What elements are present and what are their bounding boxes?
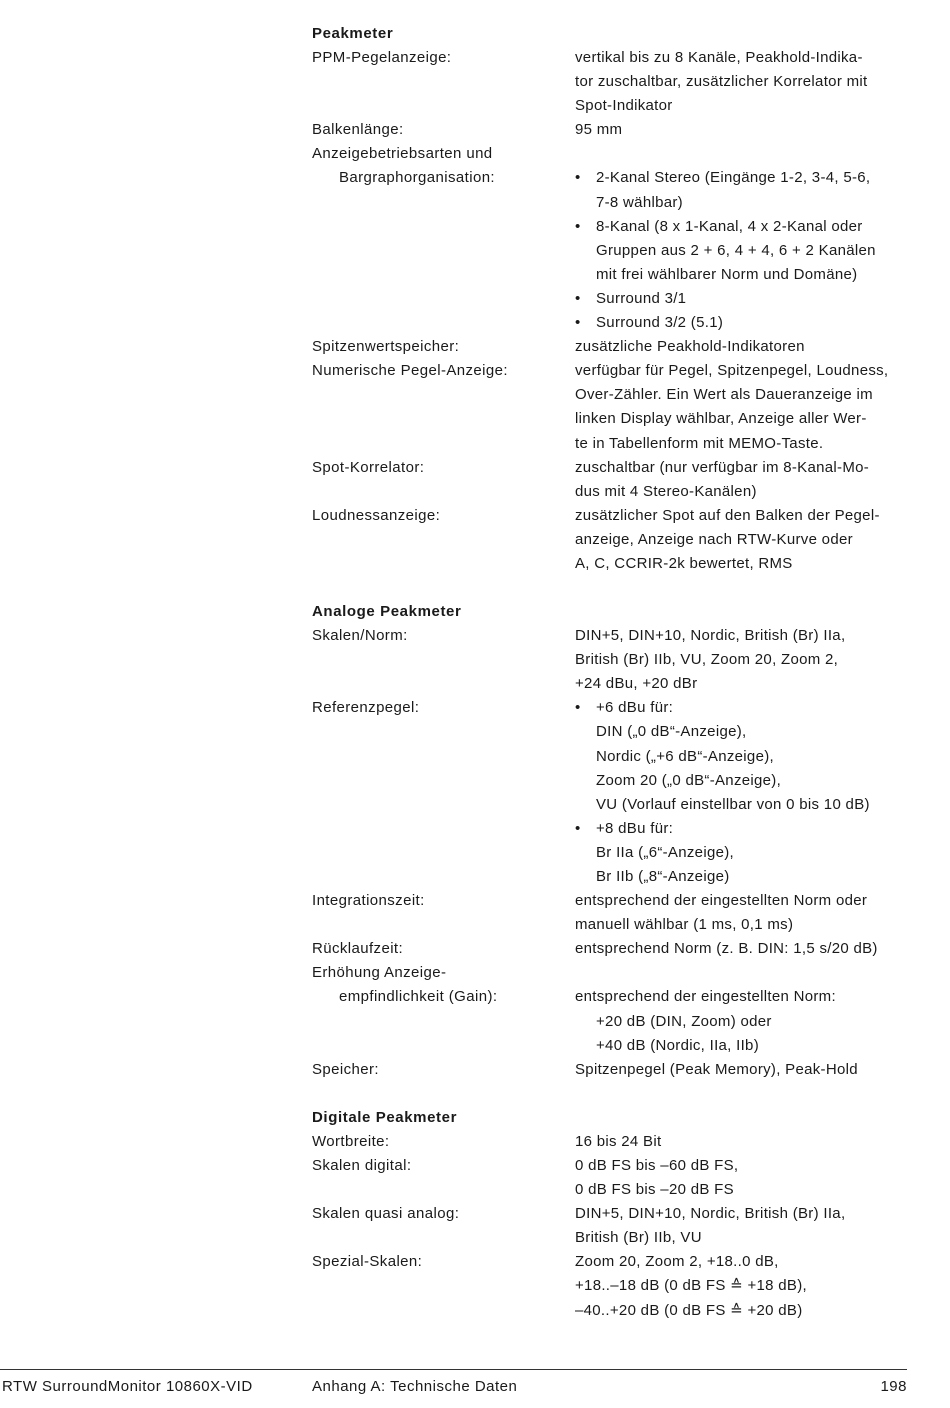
spec-value-line: entsprechend Norm (z. B. DIN: 1,5 s/20 dB) — [575, 940, 878, 958]
spec-row — [312, 624, 912, 696]
spec-label-line: Integrationszeit: — [312, 892, 425, 910]
spec-label — [312, 937, 575, 961]
spec-bullet-item: • 2-Kanal Stereo (Eingänge 1-2, 3-4, 5-6, — [575, 166, 912, 190]
spec-label — [312, 504, 575, 576]
spec-label — [312, 696, 575, 889]
spec-label — [312, 1202, 575, 1250]
spec-value-line: +24 dBu, +20 dBr — [575, 675, 698, 693]
spec-label — [312, 335, 575, 359]
spec-label-line: Skalen/Norm: — [312, 627, 408, 645]
spec-value-line: Spot-Indikator — [575, 97, 673, 115]
spec-value-line: entsprechend der eingestellten Norm: — [575, 988, 836, 1006]
spec-value — [575, 1154, 912, 1202]
spec-value-line: manuell wählbar (1 ms, 0,1 ms) — [575, 916, 794, 934]
spec-label-line: Spitzenwertspeicher: — [312, 338, 460, 356]
spec-value-line: Zoom 20 („0 dB“-Anzeige), — [596, 771, 782, 789]
spec-row — [312, 696, 912, 889]
spec-value — [575, 46, 912, 118]
spec-row — [312, 456, 912, 504]
spec-label — [312, 118, 575, 142]
spec-content — [312, 22, 912, 1323]
spec-value-line: DIN+5, DIN+10, Nordic, British (Br) IIa, — [575, 627, 846, 645]
spec-label-line: Skalen quasi analog: — [312, 1205, 460, 1223]
spec-label-line: Skalen digital: — [312, 1156, 412, 1174]
spec-value-line: British (Br) IIb, VU, Zoom 20, Zoom 2, — [575, 651, 839, 669]
spec-label — [312, 46, 575, 118]
spec-label-line: Wortbreite: — [312, 1132, 390, 1150]
spec-value — [575, 456, 912, 504]
spec-value — [575, 961, 912, 1057]
spec-value-line: zusätzlicher Spot auf den Balken der Pegel- — [575, 506, 880, 524]
spec-section — [312, 22, 912, 576]
spec-label-line: empfindlichkeit (Gain): — [339, 988, 498, 1006]
section-gap — [312, 1082, 912, 1106]
spec-label-line: Referenzpegel: — [312, 699, 420, 717]
spec-row — [312, 1058, 912, 1082]
spec-value-line — [575, 961, 912, 985]
spec-row — [312, 142, 912, 335]
spec-value-line: Zoom 20, Zoom 2, +18..0 dB, — [575, 1253, 779, 1271]
spec-value-line: zuschaltbar (nur verfügbar im 8-Kanal-Mo- — [575, 458, 870, 476]
spec-label-line: Spot-Korrelator: — [312, 458, 425, 476]
spec-row — [312, 1154, 912, 1202]
spec-value — [575, 1130, 912, 1154]
spec-value-line — [575, 142, 912, 166]
spec-value-line: Spitzenpegel (Peak Memory), Peak-Hold — [575, 1060, 858, 1078]
spec-label-line: Erhöhung Anzeige- — [312, 964, 447, 982]
spec-value — [575, 1058, 912, 1082]
spec-value-line: Nordic („+6 dB“-Anzeige), — [596, 747, 774, 765]
spec-value — [575, 359, 912, 455]
spec-section — [312, 600, 912, 1082]
spec-value-line: 7-8 wählbar) — [596, 193, 683, 211]
spec-value-line: 16 bis 24 Bit — [575, 1132, 662, 1150]
spec-row — [312, 1130, 912, 1154]
spec-label — [312, 1058, 575, 1082]
spec-value — [575, 118, 912, 142]
spec-bullet-item: • 8-Kanal (8 x 1-Kanal, 4 x 2-Kanal oder — [575, 215, 912, 239]
spec-section — [312, 1106, 912, 1323]
spec-value-line: VU (Vorlauf einstellbar von 0 bis 10 dB) — [596, 795, 870, 813]
spec-value-line: linken Display wählbar, Anzeige aller Wer- — [575, 410, 867, 428]
spec-label — [312, 624, 575, 696]
spec-value-line: +40 dB (Nordic, IIa, IIb) — [596, 1036, 759, 1054]
spec-bullet-item: • Surround 3/2 (5.1) — [575, 311, 912, 335]
spec-value — [575, 1202, 912, 1250]
spec-value-line: entsprechend der eingestellten Norm oder — [575, 892, 868, 910]
spec-value — [575, 335, 912, 359]
footer-page-number: 198 — [880, 1378, 907, 1395]
spec-label-line: Numerische Pegel-Anzeige: — [312, 362, 508, 380]
spec-value-line: Gruppen aus 2 + 6, 4 + 4, 6 + 2 Kanälen — [596, 241, 876, 259]
spec-row — [312, 504, 912, 576]
spec-value-line: 0 dB FS bis –60 dB FS, — [575, 1156, 739, 1174]
section-title: Peakmeter — [312, 25, 394, 42]
spec-label-line: Bargraphorganisation: — [339, 169, 495, 187]
spec-value-line: 95 mm — [575, 121, 623, 139]
spec-label — [312, 456, 575, 504]
spec-row — [312, 1250, 912, 1322]
spec-value-line: tor zuschaltbar, zusätzlicher Korrelator mit — [575, 73, 868, 91]
spec-value-line: anzeige, Anzeige nach RTW-Kurve oder — [575, 530, 853, 548]
spec-value-line: Br IIa („6“-Anzeige), — [596, 843, 735, 861]
spec-value-line: DIN („0 dB“-Anzeige), — [596, 723, 747, 741]
spec-label-line: Rücklaufzeit: — [312, 940, 404, 958]
spec-value-line: verfügbar für Pegel, Spitzenpegel, Loudness, — [575, 362, 889, 380]
spec-row — [312, 889, 912, 937]
spec-value-line: te in Tabellenform mit MEMO-Taste. — [575, 434, 824, 452]
spec-label-line: Balkenlänge: — [312, 121, 404, 139]
section-title: Analoge Peakmeter — [312, 603, 462, 621]
spec-row — [312, 335, 912, 359]
section-gap — [312, 576, 912, 600]
spec-value-line: DIN+5, DIN+10, Nordic, British (Br) IIa, — [575, 1205, 846, 1223]
footer-chapter: Anhang A: Technische Daten — [312, 1378, 518, 1395]
spec-value — [575, 937, 912, 961]
spec-label — [312, 1154, 575, 1202]
spec-label-line: Speicher: — [312, 1060, 379, 1078]
spec-label-line: PPM-Pegelanzeige: — [312, 49, 452, 66]
footer-rule — [0, 1369, 907, 1370]
spec-label-line: Loudnessanzeige: — [312, 506, 441, 524]
spec-value-line: –40..+20 dB (0 dB FS ≙ +20 dB) — [575, 1301, 803, 1319]
spec-value-line: vertikal bis zu 8 Kanäle, Peakhold-Indika- — [575, 49, 863, 66]
spec-value-line: Over-Zähler. Ein Wert als Daueranzeige im — [575, 386, 873, 404]
spec-bullet-item: • +6 dBu für: — [575, 696, 912, 720]
spec-label — [312, 889, 575, 937]
spec-value-line: mit frei wählbarer Norm und Domäne) — [596, 265, 858, 283]
spec-row — [312, 937, 912, 961]
spec-value — [575, 696, 912, 889]
spec-label — [312, 1250, 575, 1322]
spec-row — [312, 1202, 912, 1250]
spec-value — [575, 504, 912, 576]
spec-value-line: +18..–18 dB (0 dB FS ≙ +18 dB), — [575, 1277, 807, 1295]
spec-value-line: dus mit 4 Stereo-Kanälen) — [575, 482, 757, 500]
spec-label-line: Anzeigebetriebsarten und — [312, 145, 493, 163]
spec-value-line: Br IIb („8“-Anzeige) — [596, 868, 730, 885]
spec-bullet-item: • +8 dBu für: — [575, 817, 912, 841]
spec-value — [575, 1250, 912, 1322]
spec-label — [312, 142, 575, 335]
spec-label — [312, 359, 575, 455]
spec-value-line: zusätzliche Peakhold-Indikatoren — [575, 338, 805, 356]
spec-value — [575, 889, 912, 937]
spec-row — [312, 359, 912, 455]
spec-value — [575, 624, 912, 696]
spec-label — [312, 1130, 575, 1154]
spec-value-line: 0 dB FS bis –20 dB FS — [575, 1181, 734, 1199]
spec-bullet-item: • Surround 3/1 — [575, 287, 912, 311]
spec-value-line: British (Br) IIb, VU — [575, 1229, 702, 1247]
spec-value-line: A, C, CCRIR-2k bewertet, RMS — [575, 554, 793, 572]
spec-row — [312, 118, 912, 142]
spec-row — [312, 961, 912, 1057]
spec-row — [312, 46, 912, 118]
spec-label — [312, 961, 575, 1057]
spec-value-line: +20 dB (DIN, Zoom) oder — [596, 1012, 772, 1030]
section-title: Digitale Peakmeter — [312, 1108, 458, 1126]
spec-label-line: Spezial-Skalen: — [312, 1253, 423, 1271]
spec-value — [575, 142, 912, 335]
footer-product: RTW SurroundMonitor 10860X-VID — [2, 1378, 253, 1395]
